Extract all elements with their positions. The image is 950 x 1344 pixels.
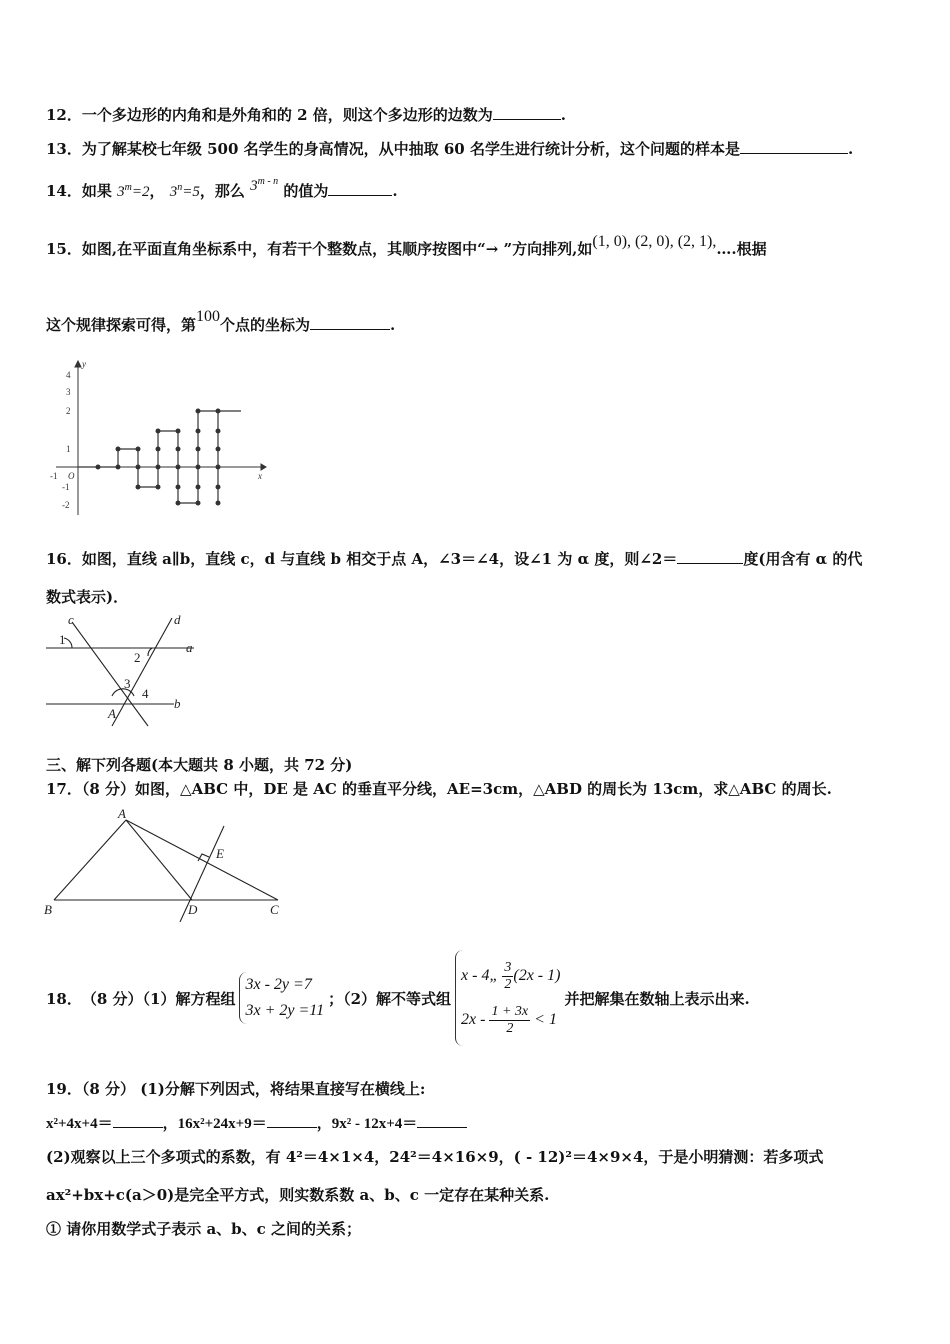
answer-blank[interactable] xyxy=(740,139,848,154)
label-a: a xyxy=(186,640,193,655)
label-d: d xyxy=(174,612,181,627)
point-D: D xyxy=(188,902,198,917)
label-b: b xyxy=(174,696,181,711)
question-19-conjecture: ax²+bx+c(a＞0)是完全平方式，则实数系数 a、b、c 一定存在某种关系. xyxy=(46,1186,550,1204)
segment-AD xyxy=(126,820,192,900)
answer-blank[interactable] xyxy=(328,181,392,196)
x-axis-label: x xyxy=(258,471,262,481)
answer-blank[interactable] xyxy=(310,315,390,330)
line-d xyxy=(112,618,172,726)
question-16: 16．如图，直线 a∥b，直线 c，d 与直线 b 相交于点 A，∠3＝∠4，设∠1 为 α 度，则∠2＝ 度(用含有 α 的代 xyxy=(46,550,863,568)
point-A: A xyxy=(118,806,126,821)
y-tick-label: -2 xyxy=(62,500,70,510)
answer-blank[interactable] xyxy=(417,1113,467,1128)
question-19-factor-line: x²+4x+4＝ ，16x²+24x+9＝ ，9x² - 12x+4＝ xyxy=(46,1112,467,1133)
question-15: 15．如图,在平面直角坐标系中，有若干个整数点，其顺序按图中“→ ”方向排列,如(1, 0), (2, 0), (2, 1),….根据 xyxy=(46,233,767,258)
answer-blank[interactable] xyxy=(677,549,743,564)
side-AC xyxy=(126,820,278,900)
question-16-cont: 数式表示)． xyxy=(46,588,129,606)
question-19-observation: (2)观察以上三个多项式的系数，有 4²＝4×1×4，24²＝4×16×9，( - 12)²＝4×9×4，于是小明猜测：若多项式 xyxy=(46,1148,824,1166)
angle-3: 3 xyxy=(124,676,131,691)
equation-system: 3x - 2y =7 3x + 2y =11 xyxy=(239,972,324,1024)
answer-blank[interactable] xyxy=(113,1113,163,1128)
angle-1: 1 xyxy=(59,632,66,647)
y-axis-arrow xyxy=(75,361,81,367)
question-19-part1: ① 请你用数学式子表示 a、b、c 之间的关系； xyxy=(46,1220,362,1238)
y-tick-label: 2 xyxy=(66,406,71,416)
angle-4: 4 xyxy=(142,686,149,701)
question-18: 18．（8 分）（1）解方程组 3x - 2y =7 3x + 2y =11 ；（2）解不等式组 x - 4„ $\frac{3}{2}$ (2x - 1) 2x - $\frac{1 + 3x}{2}$ < 1 并把解集在数轴上表示出来. xyxy=(46,950,750,1046)
y-tick-label: -1 xyxy=(62,482,70,492)
point-C: C xyxy=(270,902,279,917)
answer-blank[interactable] xyxy=(493,105,561,120)
point-B: B xyxy=(44,902,52,917)
question-15-cont: 这个规律探索可得，第100个点的坐标为 . xyxy=(46,308,396,334)
origin-label: O xyxy=(68,471,75,481)
y-axis-label: y xyxy=(82,359,86,369)
figure-16-parallel-lines xyxy=(44,612,204,732)
angle-2: 2 xyxy=(134,650,141,665)
question-13: 13．为了解某校七年级 500 名学生的身高情况，从中抽取 60 名学生进行统计分析，这个问题的样本是 . xyxy=(46,140,854,158)
point-A: A xyxy=(108,706,116,721)
question-17: 17．（8 分）如图，△ABC 中，DE 是 AC 的垂直平分线，AE=3cm，△ABD 的周长为 13cm，求△ABC 的周长. xyxy=(46,780,832,798)
inequality-system: x - 4„ $\frac{3}{2}$ (2x - 1) 2x - $\frac{1 + 3x}{2}$ < 1 xyxy=(455,950,560,1046)
example-points: (1, 0), (2, 0), (2, 1), xyxy=(592,233,717,250)
point-E: E xyxy=(216,846,224,861)
x-axis-arrow xyxy=(261,464,266,470)
question-14: 14．如果 $3^m=2$， $3^n=5$，那么 3$^{m - n}$ 的值为 . xyxy=(46,176,398,200)
y-tick-label: 3 xyxy=(66,387,71,397)
y-tick-label: 1 xyxy=(66,444,71,454)
question-12: 12．一个多边形的内角和是外角和的 2 倍，则这个多边形的边数为 . xyxy=(46,106,566,124)
equation-3n: $3^n=5$ xyxy=(169,182,200,200)
side-AB xyxy=(54,820,126,900)
line-DE xyxy=(180,826,224,922)
answer-blank[interactable] xyxy=(267,1113,317,1128)
figure-17-triangle xyxy=(40,804,290,922)
expression-3m-n: 3$^{m - n}$ xyxy=(250,176,279,194)
path-arrows xyxy=(78,411,241,503)
label-c: c xyxy=(68,612,74,627)
y-tick-label: 4 xyxy=(66,370,71,380)
x-tick-label: -1 xyxy=(50,471,58,481)
equation-3m: $3^m=2$ xyxy=(117,182,150,200)
question-19: 19．（8 分） (1)分解下列因式，将结果直接写在横线上: xyxy=(46,1080,426,1098)
figure-15-coordinate-path xyxy=(46,355,276,525)
section-heading: 三、解下列各题(本大题共 8 小题，共 72 分) xyxy=(46,756,353,774)
